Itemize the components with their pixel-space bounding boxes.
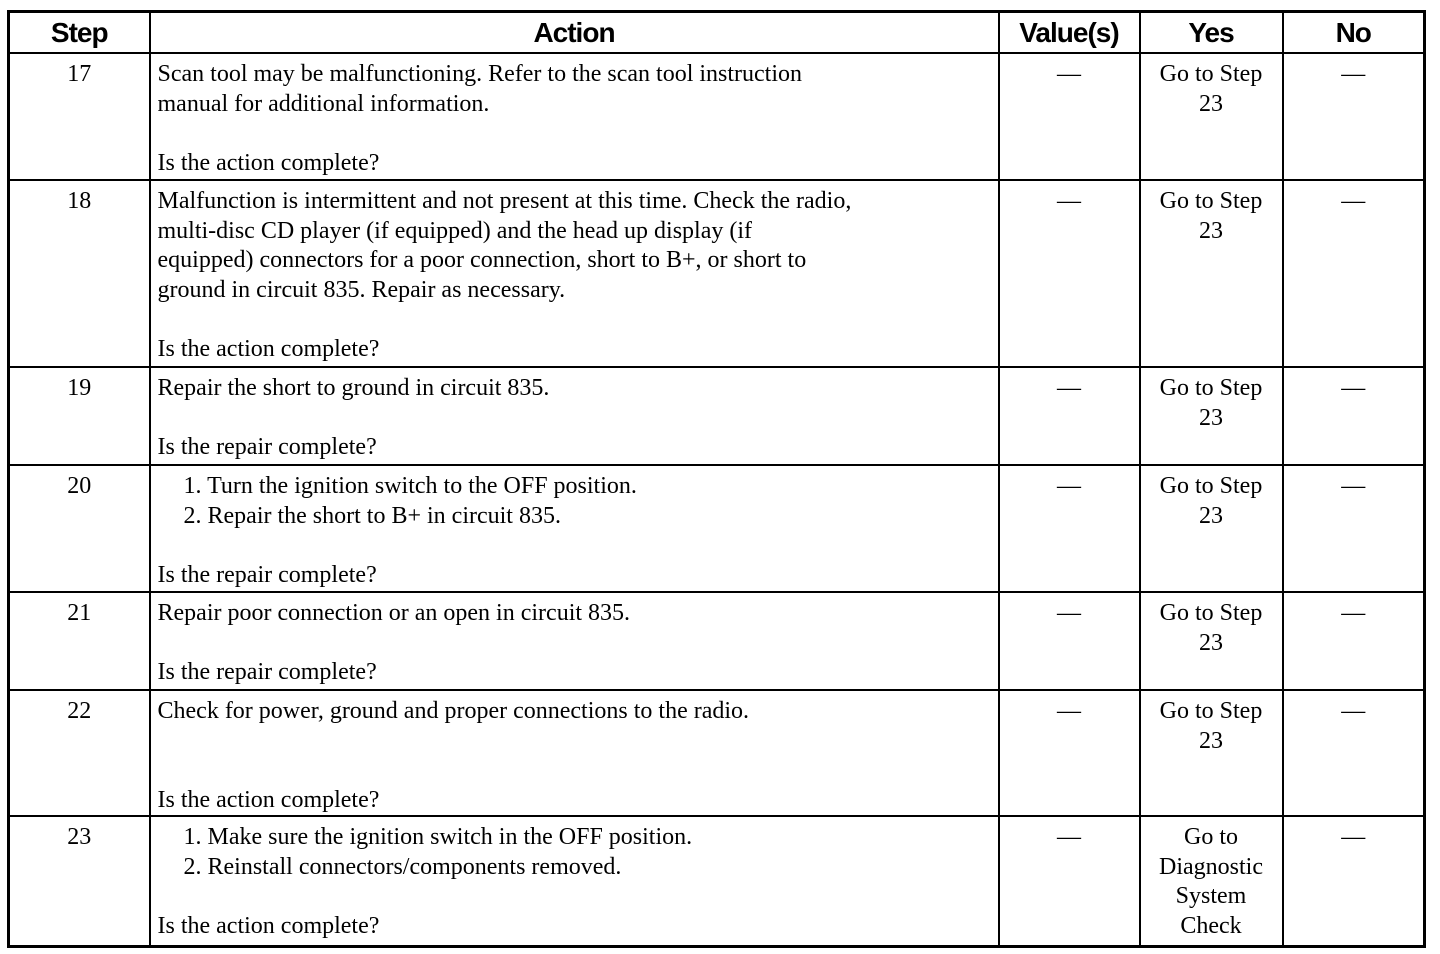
table-row	[9, 367, 1425, 465]
value-cell: —	[999, 53, 1140, 180]
no-cell: —	[1283, 690, 1425, 816]
action-list-item: 2. Repair the short to B+ in circuit 835.	[183, 502, 561, 529]
table-row	[9, 180, 1425, 367]
value-cell: —	[999, 367, 1140, 465]
action-cell	[150, 690, 999, 816]
yes-line: System	[1175, 883, 1247, 909]
action-line: Scan tool may be malfunctioning. Refer to the scan tool instruction	[157, 61, 803, 87]
step-number: 18	[9, 180, 150, 367]
header-row	[9, 12, 1425, 54]
action-line: manual for additional information.	[157, 90, 490, 117]
table-row	[9, 816, 1425, 946]
action-question: Is the action complete?	[157, 912, 380, 939]
action-line: ground in circuit 835. Repair as necessary.	[157, 276, 566, 303]
yes-line: 23	[1199, 629, 1223, 656]
yes-cell	[1140, 690, 1283, 816]
yes-line: Diagnostic	[1159, 853, 1263, 880]
value-cell: —	[999, 465, 1140, 592]
header-yes: Yes	[1140, 12, 1283, 54]
no-cell: —	[1283, 53, 1425, 180]
yes-line: Go to Step	[1159, 600, 1263, 626]
value-cell: —	[999, 690, 1140, 816]
diagnostic-table	[7, 10, 1426, 948]
action-cell	[150, 465, 999, 592]
action-question: Is the action complete?	[157, 786, 380, 813]
action-line: Repair the short to ground in circuit 835.	[157, 375, 550, 401]
action-list-item: 1. Turn the ignition switch to the OFF position.	[183, 473, 637, 499]
step-number: 23	[9, 816, 150, 946]
action-cell	[150, 180, 999, 367]
action-line: equipped) connectors for a poor connection, short to B+, or short to	[157, 247, 807, 273]
yes-line: Go to Step	[1159, 473, 1263, 499]
yes-cell	[1140, 465, 1283, 592]
yes-line: Go to Step	[1159, 698, 1263, 724]
action-line: Malfunction is intermittent and not present at this time. Check the radio,	[157, 188, 852, 214]
action-list-item: 2. Reinstall connectors/components removed.	[183, 853, 622, 880]
action-line: multi-disc CD player (if equipped) and the head up display (if	[157, 217, 753, 244]
action-line: Repair poor connection or an open in circuit 835.	[157, 600, 631, 626]
table-row	[9, 592, 1425, 690]
yes-line: 23	[1199, 217, 1223, 244]
action-line: Check for power, ground and proper connections to the radio.	[157, 698, 750, 724]
action-cell	[150, 367, 999, 465]
no-cell: —	[1283, 816, 1425, 946]
yes-line: Go to	[1184, 824, 1238, 850]
yes-line: 23	[1199, 502, 1223, 529]
action-cell	[150, 53, 999, 180]
action-question: Is the action complete?	[157, 149, 380, 176]
yes-line: Go to Step	[1159, 375, 1263, 401]
yes-line: Go to Step	[1159, 61, 1263, 87]
yes-cell	[1140, 180, 1283, 367]
table-row	[9, 690, 1425, 816]
action-question: Is the action complete?	[157, 335, 380, 362]
yes-cell	[1140, 367, 1283, 465]
header-step: Step	[9, 12, 150, 54]
yes-line: 23	[1199, 90, 1223, 117]
no-cell: —	[1283, 180, 1425, 367]
no-cell: —	[1283, 367, 1425, 465]
yes-line: Check	[1180, 912, 1242, 939]
header-action: Action	[150, 12, 999, 54]
yes-line: Go to Step	[1159, 188, 1263, 214]
step-number: 22	[9, 690, 150, 816]
action-list-item: 1. Make sure the ignition switch in the OFF position.	[183, 824, 693, 850]
yes-cell	[1140, 592, 1283, 690]
yes-cell	[1140, 816, 1283, 946]
step-number: 19	[9, 367, 150, 465]
value-cell: —	[999, 180, 1140, 367]
action-question: Is the repair complete?	[157, 434, 377, 460]
value-cell: —	[999, 816, 1140, 946]
table-row	[9, 53, 1425, 180]
header-no: No	[1283, 12, 1425, 54]
header-values: Value(s)	[999, 12, 1140, 54]
action-cell	[150, 816, 999, 946]
yes-line: 23	[1199, 404, 1223, 431]
value-cell: —	[999, 592, 1140, 690]
yes-line: 23	[1199, 727, 1223, 754]
step-number: 20	[9, 465, 150, 592]
action-question: Is the repair complete?	[157, 659, 377, 685]
step-number: 21	[9, 592, 150, 690]
step-number: 17	[9, 53, 150, 180]
no-cell: —	[1283, 465, 1425, 592]
table-row	[9, 465, 1425, 592]
yes-cell	[1140, 53, 1283, 180]
action-question: Is the repair complete?	[157, 561, 377, 588]
action-cell	[150, 592, 999, 690]
no-cell: —	[1283, 592, 1425, 690]
